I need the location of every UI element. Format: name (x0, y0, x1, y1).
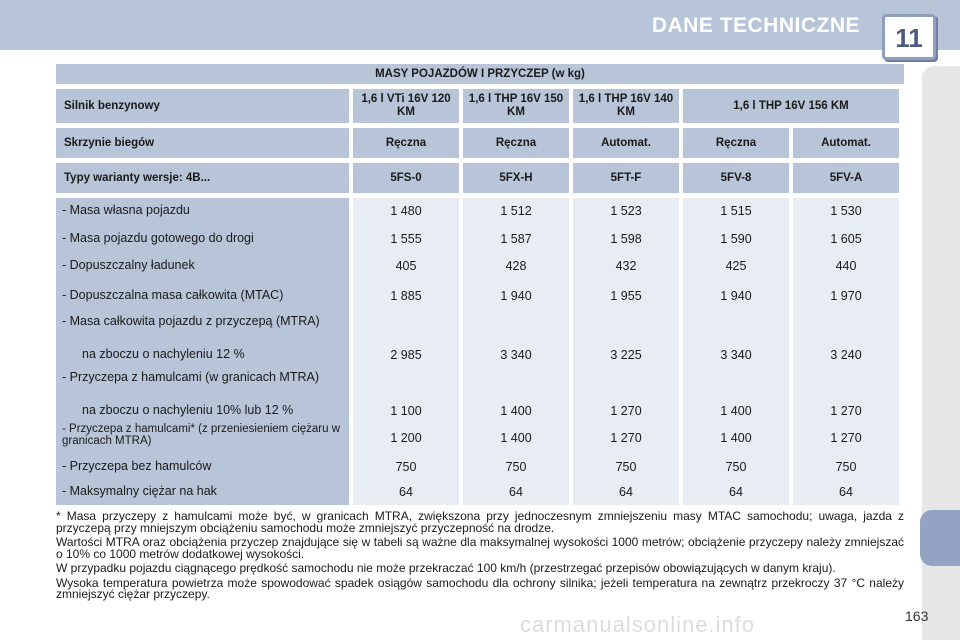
engine-label: Silnik benzynowy (56, 89, 349, 123)
cell-value: 64 (399, 485, 413, 499)
gearbox-header: Ręczna (683, 128, 789, 158)
table-body (56, 198, 904, 505)
footnotes (56, 511, 904, 604)
footnote: * Masa przyczepy z hamulcami może być, w granicach MTRA, zwiększona przy jednoczesnym zmniejszeniu masy MTAC samochodu; uwaga, jazda z przyczepą przy mniejszym obciążeniu samochodu może zmniejszyć przyczepność na drodze. (56, 509, 904, 535)
cell-value: 3 225 (610, 348, 642, 362)
row-label: - Masa własna pojazdu (62, 203, 190, 217)
cell-value: 440 (835, 259, 857, 273)
cell-value: 1 530 (830, 204, 862, 218)
cell-value: 1 940 (720, 289, 752, 303)
cell-value: 428 (505, 259, 527, 273)
gearbox-header: Automat. (573, 128, 679, 158)
cell-value: 405 (395, 259, 417, 273)
note-paragraph: Wartości MTRA oraz obciążenia przyczep znajdujące się w tabeli są ważne dla maksymalnej wysokości 1000 metrów; obciążenie przyczepy należy zmniejszać o 10% co 1000 metrów dodatkowej wysokości. (56, 535, 904, 561)
cell-value: 1 555 (390, 232, 422, 246)
cell-value: 1 605 (830, 232, 862, 246)
watermark: carmanualsonline.info (520, 612, 756, 637)
cell-value: 1 940 (500, 289, 532, 303)
engine-header: 1,6 l THP 16V 156 KM (683, 89, 899, 123)
cell-value: 3 340 (500, 348, 532, 362)
row-label: na zboczu o nachyleniu 10% lub 12 % (82, 403, 294, 417)
type-header: 5FV-8 (683, 163, 789, 193)
row-label: - Przyczepa z hamulcami (w granicach MTRA) (62, 370, 320, 384)
cell-value: 1 512 (500, 204, 532, 218)
row-label: - Maksymalny ciężar na hak (62, 484, 217, 498)
note-paragraph: W przypadku pojazdu ciągnącego prędkość samochodu nie może przekraczać 100 km/h (przestrzegać przepisów obowiązujących w danym kraju). (56, 561, 836, 575)
gearbox-row (56, 128, 904, 158)
cell-value: 1 400 (720, 404, 752, 418)
row-label: - Masa pojazdu gotowego do drogi (62, 231, 254, 245)
page-title: DANE TECHNICZNE (651, 14, 860, 37)
cell-value: 1 270 (610, 404, 642, 418)
cell-value: 750 (505, 460, 527, 474)
cell-value: 2 985 (390, 348, 422, 362)
cell-value: 432 (615, 259, 637, 273)
table-title: MASY POJAZDÓW I PRZYCZEP (w kg) (56, 64, 904, 84)
engine-row (56, 89, 904, 123)
cell-value: 425 (725, 259, 747, 273)
cell-value: 1 400 (500, 404, 532, 418)
row-label: - Przyczepa bez hamulców (62, 459, 212, 473)
chapter-number: 11 (895, 23, 923, 53)
cell-value: 750 (615, 460, 637, 474)
cell-value: 64 (509, 485, 523, 499)
cell-value: 750 (835, 460, 857, 474)
engine-header: 1,6 l THP 16V 150 KM (463, 89, 569, 123)
cell-value: 1 400 (500, 431, 532, 445)
cell-value: 1 270 (610, 431, 642, 445)
type-row (56, 163, 904, 193)
type-header: 5FS-0 (353, 163, 459, 193)
gearbox-header: Ręczna (463, 128, 569, 158)
cell-value: 1 523 (610, 204, 642, 218)
cell-value: 1 400 (720, 431, 752, 445)
cell-value: 64 (839, 485, 853, 499)
engine-header: 1,6 l THP 16V 140 KM (573, 89, 679, 123)
mass-table (56, 64, 904, 505)
cell-value: 1 200 (390, 431, 422, 445)
row-label: - Dopuszczalny ładunek (62, 258, 195, 272)
cell-value: 1 590 (720, 232, 752, 246)
type-header: 5FV-A (793, 163, 899, 193)
type-label: Typy warianty wersje: 4B... (56, 163, 349, 193)
engine-header: 1,6 l VTi 16V 120 KM (353, 89, 459, 123)
gearbox-header: Ręczna (353, 128, 459, 158)
cell-value: 1 100 (390, 404, 422, 418)
cell-value: 1 270 (830, 404, 862, 418)
note-paragraph: Wysoka temperatura powietrza może spowodować spadek osiągów samochodu dla ochrony silnika; jeżeli temperatura na zewnątrz przekroczy 37 °C należy zmniejszyć ciężar przyczepy. (56, 575, 904, 601)
cell-value: 1 587 (500, 232, 532, 246)
row-label: - Dopuszczalna masa całkowita (MTAC) (62, 288, 284, 302)
cell-value: 1 270 (830, 431, 862, 445)
cell-value: 750 (725, 460, 747, 474)
cell-value: 1 480 (390, 204, 422, 218)
cell-value: 1 515 (720, 204, 752, 218)
cell-value: 3 240 (830, 348, 862, 362)
page-number: 163 (905, 608, 929, 624)
cell-value: 64 (619, 485, 633, 499)
cell-value: 1 955 (610, 289, 642, 303)
gearbox-header: Automat. (793, 128, 899, 158)
cell-value: 3 340 (720, 348, 752, 362)
type-header: 5FX-H (463, 163, 569, 193)
gearbox-label: Skrzynie biegów (56, 128, 349, 158)
cell-value: 1 598 (610, 232, 642, 246)
cell-value: 750 (395, 460, 417, 474)
chapter-badge (882, 14, 936, 60)
side-tab-marker (920, 510, 960, 566)
type-header: 5FT-F (573, 163, 679, 193)
cell-value: 1 970 (830, 289, 862, 303)
cell-value: 1 885 (390, 289, 422, 303)
row-label: na zboczu o nachyleniu 12 % (82, 347, 245, 361)
cell-value: 64 (729, 485, 743, 499)
row-label: - Masa całkowita pojazdu z przyczepą (MTRA) (62, 314, 320, 328)
row-label: - Przyczepa z hamulcami* (z przeniesieniem ciężaru w granicach MTRA) (62, 423, 341, 447)
